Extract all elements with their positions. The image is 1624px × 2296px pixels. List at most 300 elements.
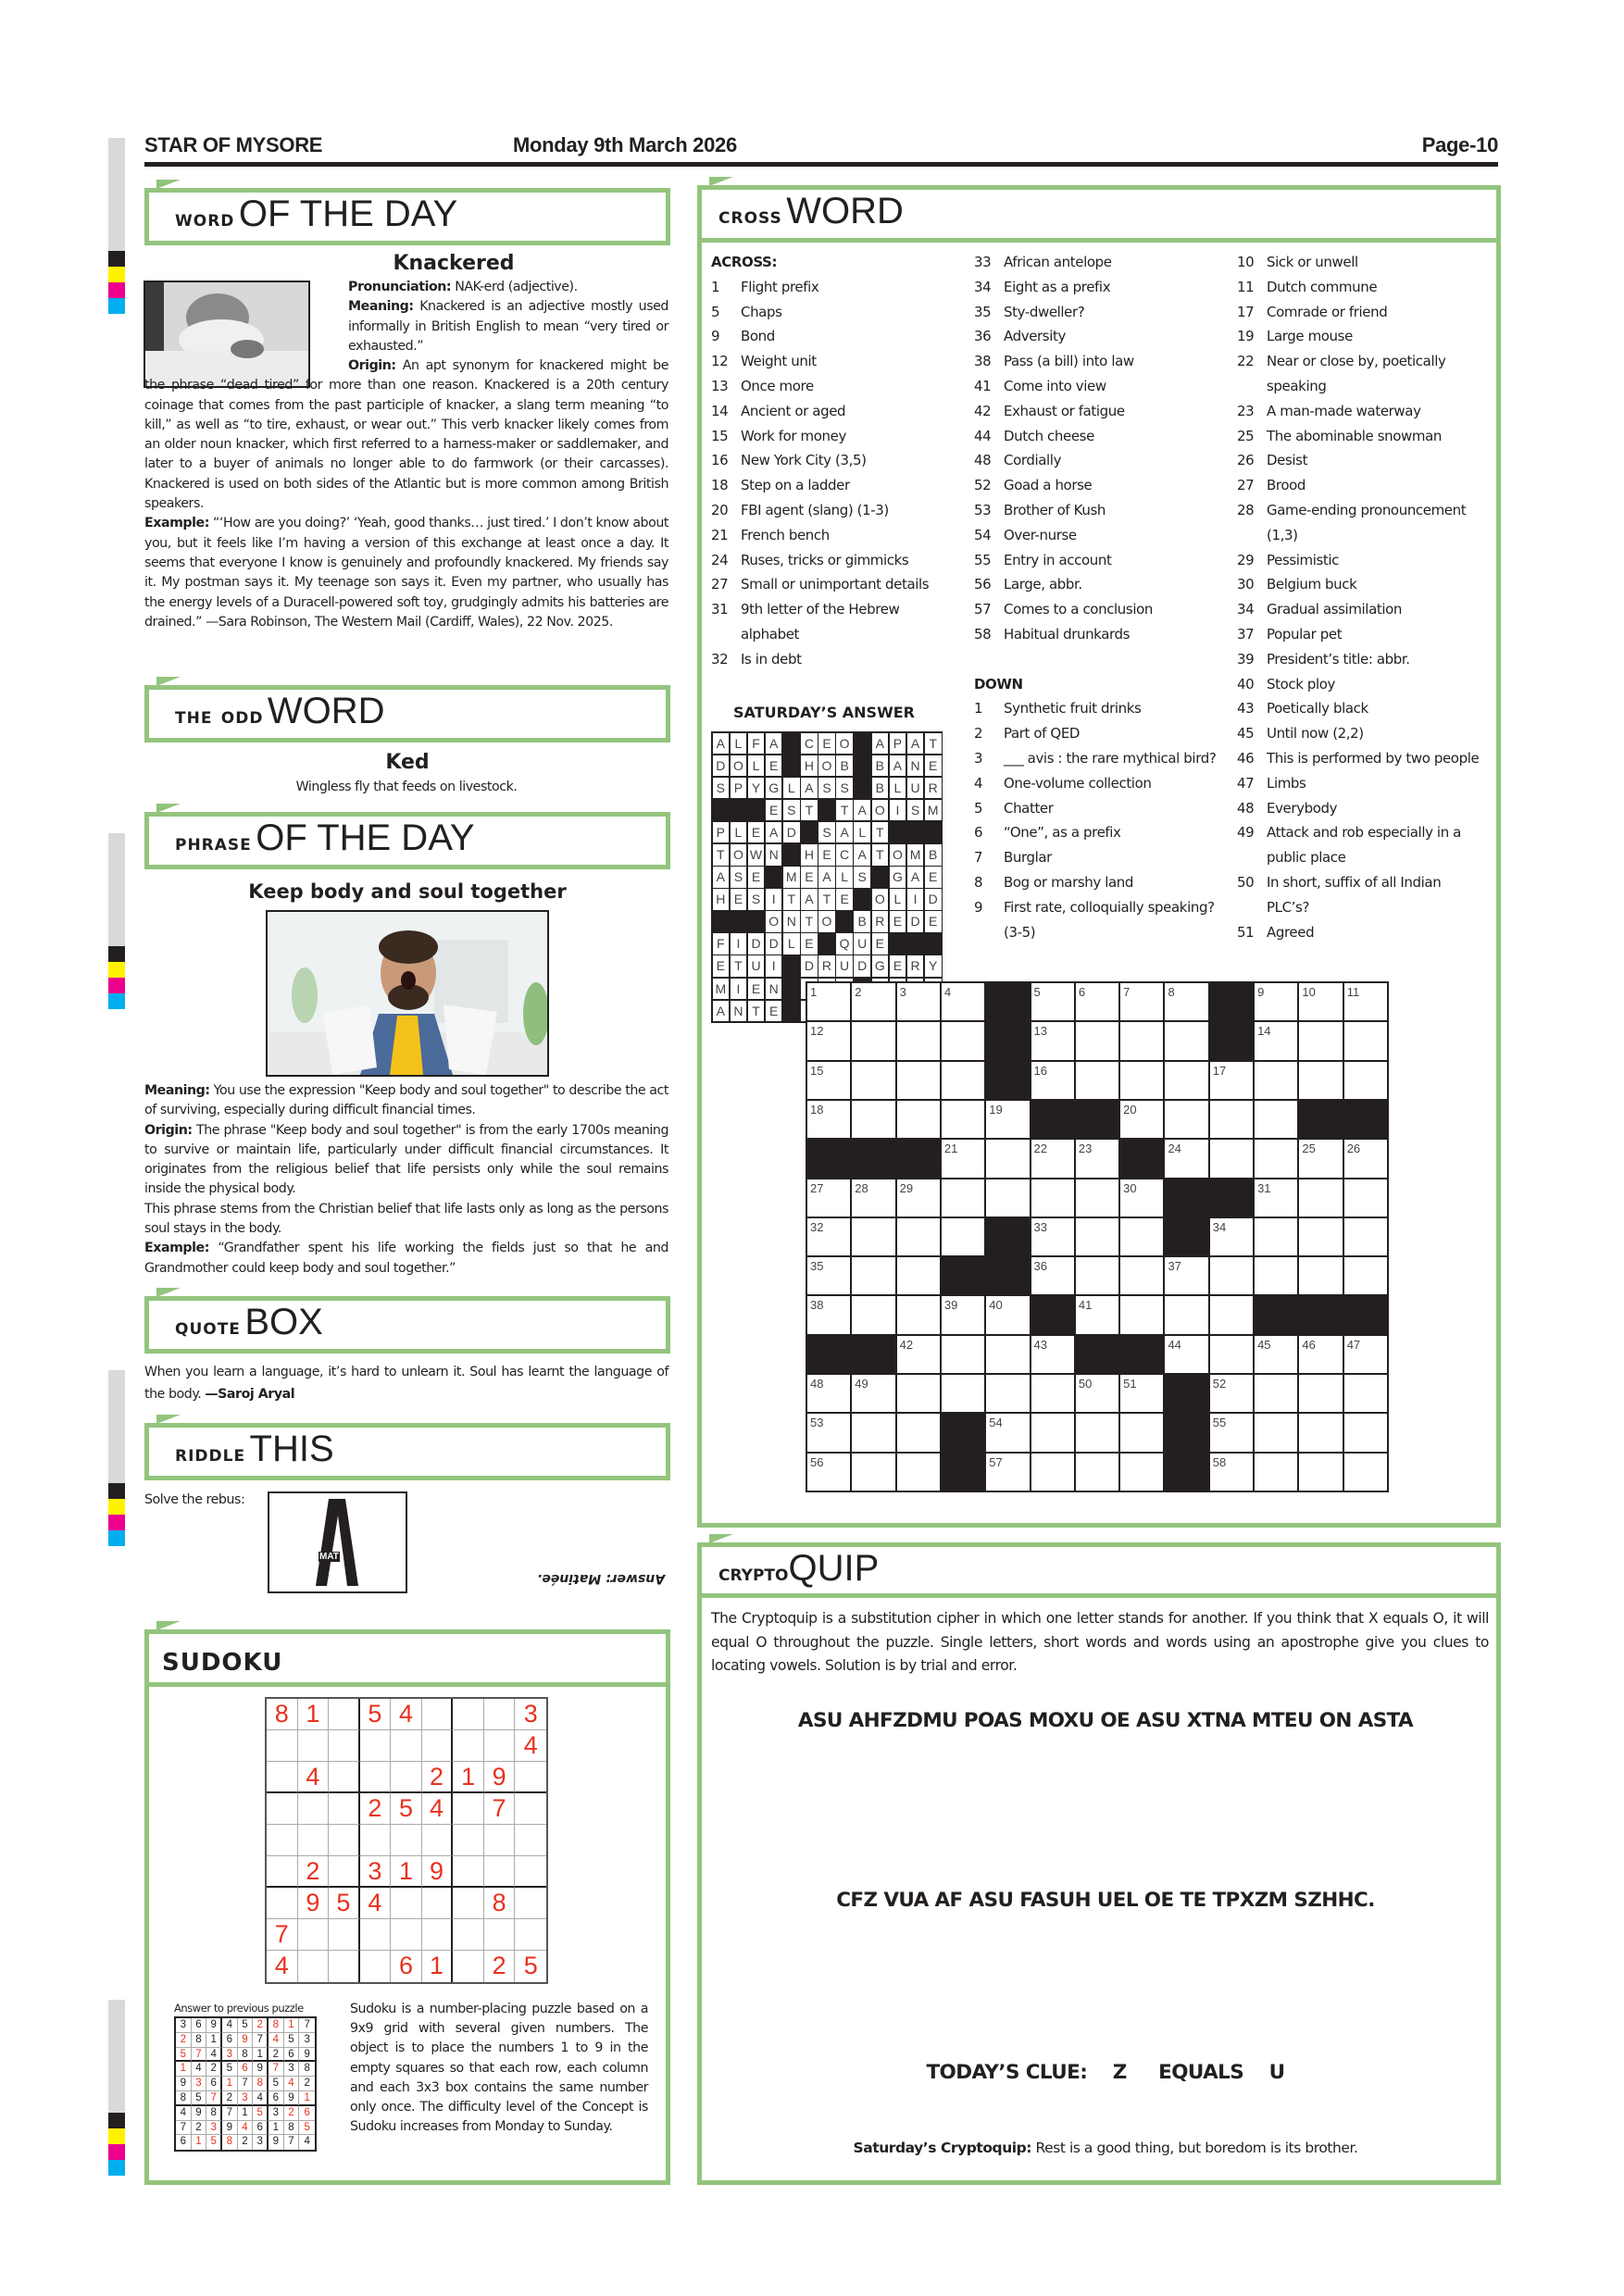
section-title-bold: quote xyxy=(175,1314,241,1340)
clue-text: Synthetic fruit drinks xyxy=(1004,700,1142,718)
crossword-cell[interactable] xyxy=(1299,1140,1342,1177)
crossword-block xyxy=(1165,1454,1207,1491)
sudoku-cell[interactable] xyxy=(329,1951,360,1982)
crossword-cell[interactable] xyxy=(1255,1062,1297,1099)
sudoku-cell[interactable] xyxy=(267,1888,298,1919)
sudoku-cell[interactable] xyxy=(267,1825,298,1856)
crossword-cell[interactable] xyxy=(1076,1140,1118,1177)
crossword-cell[interactable] xyxy=(1120,1296,1163,1333)
crossword-cell[interactable] xyxy=(1344,1257,1387,1294)
sudoku-cell[interactable] xyxy=(422,1699,454,1730)
sudoku-cell[interactable] xyxy=(391,1730,422,1762)
crossword-cell[interactable] xyxy=(897,1218,940,1255)
crossword-cell[interactable] xyxy=(1076,1454,1118,1491)
crossword-cell[interactable] xyxy=(1210,1336,1253,1373)
cell-number: 47 xyxy=(1346,1337,1361,1352)
sudoku-cell: 9 xyxy=(253,2062,269,2077)
crossword-cell[interactable] xyxy=(986,1179,1029,1217)
registration-mark xyxy=(108,833,125,1009)
crossword-cell[interactable] xyxy=(897,1179,940,1217)
crossword-cell[interactable] xyxy=(1076,1218,1118,1255)
sudoku-cell[interactable] xyxy=(329,1825,360,1856)
sudoku-cell[interactable] xyxy=(515,1888,546,1919)
sudoku-cell: 1 xyxy=(284,2018,300,2033)
crossword-cell[interactable] xyxy=(1210,1101,1253,1138)
crossword-cell[interactable] xyxy=(1344,1218,1387,1255)
clue-number: 41 xyxy=(974,377,992,394)
header-flag-icon xyxy=(709,177,733,186)
meaning-text: Knackered is an adjective mostly used informally in British English to mean “very tired or exhausted.” xyxy=(348,299,668,354)
crossword-cell[interactable] xyxy=(1076,1296,1118,1333)
sudoku-cell[interactable] xyxy=(453,1699,484,1730)
sudoku-cell[interactable] xyxy=(391,1825,422,1856)
crossword-cell[interactable] xyxy=(852,1375,894,1412)
crossword-cell[interactable] xyxy=(1165,1257,1207,1294)
cell-number: 6 xyxy=(1078,985,1086,999)
phrase-origin-text: The phrase "Keep body and soul together" is from the early 1700s meaning to survive or maintain life, particularly under difficult financial circumstances. It originates from the religious belief that life persists only while the soul remains inside the physical body. xyxy=(144,1122,668,1197)
cell-number: 30 xyxy=(1123,1180,1137,1195)
clue-text: The abominable snowman xyxy=(1267,427,1442,444)
crossword-cell[interactable] xyxy=(852,1454,894,1491)
answer-cell: M xyxy=(713,979,730,1000)
crossword-cell[interactable] xyxy=(942,1022,984,1059)
crossword-cell[interactable] xyxy=(1076,1179,1118,1217)
sudoku-grid[interactable] xyxy=(265,1697,548,1984)
sudoku-cell[interactable] xyxy=(453,1919,484,1951)
sudoku-cell[interactable] xyxy=(422,1730,454,1762)
crossword-cell[interactable] xyxy=(807,1414,850,1451)
crossword-cell[interactable] xyxy=(1076,1375,1118,1412)
crossword-grid[interactable] xyxy=(806,981,1389,1492)
crossword-cell[interactable] xyxy=(897,1062,940,1099)
crossword-cell[interactable] xyxy=(852,1414,894,1451)
sudoku-cell[interactable] xyxy=(329,1793,360,1825)
crossword-cell[interactable] xyxy=(1076,1022,1118,1059)
sudoku-cell[interactable] xyxy=(515,1793,546,1825)
clue-text: Pass (a bill) into law xyxy=(1004,353,1134,370)
answer-cell: I xyxy=(766,955,782,977)
crossword-cell[interactable] xyxy=(1299,1257,1342,1294)
crossword-cell[interactable] xyxy=(1031,1179,1074,1217)
crossword-cell[interactable] xyxy=(897,1257,940,1294)
sudoku-cell[interactable] xyxy=(453,1730,484,1762)
crossword-cell[interactable] xyxy=(807,1296,850,1333)
clue-text: 9th letter of the Hebrew alphabet xyxy=(741,601,900,643)
crossword-cell[interactable] xyxy=(1255,1218,1297,1255)
crossword-cell[interactable] xyxy=(1299,983,1342,1020)
sudoku-cell: 9 xyxy=(298,1888,330,1919)
cell-number: 33 xyxy=(1033,1219,1047,1234)
crossword-cell[interactable] xyxy=(1120,1101,1163,1138)
crossword-cell[interactable] xyxy=(942,1101,984,1138)
sudoku-cell[interactable] xyxy=(484,1919,516,1951)
crossword-cell[interactable] xyxy=(1255,1414,1297,1451)
crossword-block xyxy=(1344,1101,1387,1138)
crossword-cell[interactable] xyxy=(1165,1336,1207,1373)
sudoku-cell[interactable] xyxy=(329,1699,360,1730)
sudoku-cell[interactable] xyxy=(391,1888,422,1919)
answer-cell: D xyxy=(783,822,800,843)
odd-word-definition: Wingless fly that feeds on livestock. xyxy=(295,780,518,794)
across-clue xyxy=(974,275,1224,300)
sudoku-cell: 4 xyxy=(515,1730,546,1762)
crossword-cell[interactable] xyxy=(807,1454,850,1491)
crossword-cell[interactable] xyxy=(807,1062,850,1099)
sudoku-cell: 7 xyxy=(269,2062,284,2077)
section-title-thin: THIS xyxy=(249,1429,334,1469)
answer-cell: O xyxy=(766,911,782,932)
crossword-cell[interactable] xyxy=(986,1375,1029,1412)
sudoku-cell: 1 xyxy=(176,2062,192,2077)
phrase-example-label: Example: xyxy=(144,1241,209,1256)
crossword-cell[interactable] xyxy=(1344,1454,1387,1491)
crossword-cell[interactable] xyxy=(1210,1257,1253,1294)
clue-text: Step on a ladder xyxy=(741,477,850,494)
crossword-cell[interactable] xyxy=(1076,983,1118,1020)
sudoku-cell[interactable] xyxy=(515,1762,546,1793)
answer-cell: S xyxy=(713,778,730,799)
down-clue xyxy=(1237,622,1487,647)
answer-cell: T xyxy=(748,1001,765,1022)
crossword-cell[interactable] xyxy=(1210,1218,1253,1255)
sudoku-cell[interactable] xyxy=(298,1951,330,1982)
cryptoquip-line-1: ASU AHFZDMU POAS MOXU OE ASU XTNA MTEU ON ASTA xyxy=(797,1709,1414,1732)
answer-cell: A xyxy=(854,800,870,821)
clue-number: 39 xyxy=(1237,650,1255,668)
cell-number: 39 xyxy=(943,1298,958,1313)
crossword-block xyxy=(1120,1336,1163,1373)
crossword-cell[interactable] xyxy=(1165,1296,1207,1333)
clue-text: Cordially xyxy=(1004,452,1062,469)
crossword-cell[interactable] xyxy=(1210,1454,1253,1491)
answer-cell: H xyxy=(801,755,818,777)
crossword-cell[interactable] xyxy=(807,983,850,1020)
crossword-cell[interactable] xyxy=(1344,1179,1387,1217)
sudoku-cell[interactable] xyxy=(267,1762,298,1793)
crossword-cell[interactable] xyxy=(1031,1022,1074,1059)
sudoku-cell[interactable] xyxy=(391,1762,422,1793)
sudoku-cell[interactable] xyxy=(267,1730,298,1762)
sudoku-cell[interactable] xyxy=(298,1825,330,1856)
sudoku-cell[interactable] xyxy=(453,1825,484,1856)
sudoku-cell[interactable] xyxy=(298,1730,330,1762)
crossword-cell[interactable] xyxy=(942,983,984,1020)
previous-answer-label: Answer to previous puzzle xyxy=(174,2002,304,2015)
down-clue xyxy=(974,746,1224,771)
crossword-cell[interactable] xyxy=(1255,1179,1297,1217)
sudoku-cell: 4 xyxy=(284,2077,300,2091)
crossword-cell[interactable] xyxy=(1255,1257,1297,1294)
clue-number: 34 xyxy=(1237,601,1255,618)
crossword-cell[interactable] xyxy=(852,1257,894,1294)
sudoku-cell: 5 xyxy=(360,1699,392,1730)
crossword-cell[interactable] xyxy=(1031,1375,1074,1412)
across-clue xyxy=(711,275,961,300)
sudoku-cell[interactable] xyxy=(360,1762,392,1793)
sudoku-cell[interactable] xyxy=(422,1888,454,1919)
crossword-cell[interactable] xyxy=(1165,1022,1207,1059)
cell-number: 37 xyxy=(1168,1259,1181,1274)
clue-number: 12 xyxy=(711,353,729,370)
sudoku-cell[interactable] xyxy=(484,1730,516,1762)
sudoku-cell[interactable] xyxy=(329,1730,360,1762)
crossword-cell[interactable] xyxy=(897,983,940,1020)
sudoku-cell: 6 xyxy=(253,2121,269,2136)
sudoku-cell: 1 xyxy=(222,2077,238,2091)
sudoku-cell: 3 xyxy=(253,2135,269,2150)
crossword-block xyxy=(1165,1375,1207,1412)
crossword-cell[interactable] xyxy=(1344,1022,1387,1059)
crossword-cell[interactable] xyxy=(942,1336,984,1373)
crossword-cell[interactable] xyxy=(1299,1062,1342,1099)
answer-cell: R xyxy=(818,955,835,977)
answer-cell: E xyxy=(731,889,747,910)
crossword-cell[interactable] xyxy=(897,1336,940,1373)
down-clue xyxy=(974,870,1224,895)
cell-number: 18 xyxy=(810,1102,824,1117)
word-origin-example xyxy=(144,356,668,632)
crossword-cell[interactable] xyxy=(897,1296,940,1333)
sudoku-cell[interactable] xyxy=(329,1856,360,1888)
crossword-cell[interactable] xyxy=(1031,1414,1074,1451)
answer-block xyxy=(872,867,889,888)
section-title xyxy=(175,691,385,732)
answer-block xyxy=(818,800,835,821)
crossword-cell[interactable] xyxy=(1120,1375,1163,1412)
sudoku-cell[interactable] xyxy=(515,1919,546,1951)
crossword-cell[interactable] xyxy=(1210,1062,1253,1099)
sudoku-cell[interactable] xyxy=(515,1825,546,1856)
answer-cell: F xyxy=(748,733,765,755)
sudoku-cell[interactable] xyxy=(360,1919,392,1951)
sudoku-cell[interactable] xyxy=(360,1825,392,1856)
crossword-cell[interactable] xyxy=(1076,1414,1118,1451)
crossword-cell[interactable] xyxy=(1299,1179,1342,1217)
clue-text: Everybody xyxy=(1267,799,1338,817)
sudoku-cell: 6 xyxy=(192,2018,207,2033)
crossword-cell[interactable] xyxy=(1255,1101,1297,1138)
down-clue xyxy=(1237,548,1487,573)
crossword-cell[interactable] xyxy=(1210,1140,1253,1177)
crossword-cell[interactable] xyxy=(1031,983,1074,1020)
crossword-cell[interactable] xyxy=(1255,1454,1297,1491)
sudoku-cell[interactable] xyxy=(360,1951,392,1982)
crossword-cell[interactable] xyxy=(1210,1414,1253,1451)
crossword-cell[interactable] xyxy=(807,1218,850,1255)
sudoku-cell[interactable] xyxy=(422,1919,454,1951)
sudoku-cell: 1 xyxy=(206,2033,222,2048)
crossword-cell[interactable] xyxy=(897,1101,940,1138)
crossword-cell[interactable] xyxy=(1165,1062,1207,1099)
crossword-cell[interactable] xyxy=(852,1062,894,1099)
crossword-cell[interactable] xyxy=(1120,1022,1163,1059)
cell-number: 42 xyxy=(899,1337,914,1352)
sudoku-cell: 9 xyxy=(422,1856,454,1888)
answer-cell: N xyxy=(766,979,782,1000)
sudoku-cell: 4 xyxy=(192,2062,207,2077)
sudoku-cell: 7 xyxy=(238,2077,254,2091)
crossword-cell[interactable] xyxy=(1031,1062,1074,1099)
answer-cell: A xyxy=(713,867,730,888)
crossword-cell[interactable] xyxy=(1165,1101,1207,1138)
crossword-cell[interactable] xyxy=(852,1218,894,1255)
crossword-cell[interactable] xyxy=(852,1296,894,1333)
cell-number: 2 xyxy=(855,985,862,999)
sudoku-cell[interactable] xyxy=(298,1919,330,1951)
clue-number: 42 xyxy=(974,402,992,419)
sudoku-cell[interactable] xyxy=(453,1856,484,1888)
crossword-cell[interactable] xyxy=(1031,1140,1074,1177)
crossword-cell[interactable] xyxy=(897,1375,940,1412)
across-clue xyxy=(711,647,961,672)
crossword-cell[interactable] xyxy=(897,1414,940,1451)
crossword-cell[interactable] xyxy=(1255,1140,1297,1177)
sudoku-cell: 3 xyxy=(269,2106,284,2121)
crossword-cell[interactable] xyxy=(1344,1375,1387,1412)
crossword-cell[interactable] xyxy=(986,1454,1029,1491)
cell-number: 35 xyxy=(810,1259,824,1274)
crossword-cell[interactable] xyxy=(986,1101,1029,1138)
crossword-cell[interactable] xyxy=(942,1375,984,1412)
sudoku-cell[interactable] xyxy=(267,1856,298,1888)
sudoku-cell[interactable] xyxy=(515,1856,546,1888)
crossword-cell[interactable] xyxy=(1076,1062,1118,1099)
sudoku-cell[interactable] xyxy=(422,1825,454,1856)
crossword-cell[interactable] xyxy=(942,1179,984,1217)
answer-cell: D xyxy=(748,933,765,955)
crossword-cell[interactable] xyxy=(942,1140,984,1177)
crossword-cell[interactable] xyxy=(1299,1454,1342,1491)
crossword-cell[interactable] xyxy=(1299,1336,1342,1373)
clue-text: Large mouse xyxy=(1267,328,1353,345)
sudoku-cell[interactable] xyxy=(453,1888,484,1919)
sudoku-cell[interactable] xyxy=(329,1762,360,1793)
sudoku-cell[interactable] xyxy=(267,1793,298,1825)
crossword-cell[interactable] xyxy=(942,1296,984,1333)
sudoku-cell[interactable] xyxy=(484,1856,516,1888)
crossword-cell[interactable] xyxy=(1255,1022,1297,1059)
crossword-cell[interactable] xyxy=(1031,1257,1074,1294)
answer-cell: P xyxy=(890,733,906,755)
crossword-cell[interactable] xyxy=(852,1179,894,1217)
sudoku-cell[interactable] xyxy=(484,1825,516,1856)
crossword-cell[interactable] xyxy=(1031,1454,1074,1491)
crossword-cell[interactable] xyxy=(1120,1179,1163,1217)
rebus-letter-a-icon xyxy=(269,1493,406,1591)
sudoku-cell[interactable] xyxy=(298,1793,330,1825)
clue-number: 46 xyxy=(1237,749,1255,767)
crossword-cell[interactable] xyxy=(1120,1257,1163,1294)
crossword-cell[interactable] xyxy=(1299,1022,1342,1059)
answer-cell: L xyxy=(854,822,870,843)
crossword-cell[interactable] xyxy=(807,1022,850,1059)
sudoku-cell[interactable] xyxy=(329,1919,360,1951)
crossword-cell[interactable] xyxy=(1031,1336,1074,1373)
cryptoquip-line-2: CFZ VUA AF ASU FASUH UEL OE TE TPXZM SZHHC. xyxy=(836,1889,1375,1912)
crossword-cell[interactable] xyxy=(986,1140,1029,1177)
sudoku-cell[interactable] xyxy=(484,1699,516,1730)
crossword-cell[interactable] xyxy=(986,1414,1029,1451)
sudoku-cell: 5 xyxy=(192,2091,207,2106)
sudoku-cell: 8 xyxy=(484,1888,516,1919)
crossword-cell[interactable] xyxy=(1344,983,1387,1020)
crossword-cell[interactable] xyxy=(1255,1375,1297,1412)
clue-text: New York City (3,5) xyxy=(741,452,867,469)
sudoku-cell: 9 xyxy=(206,2018,222,2033)
crossword-cell[interactable] xyxy=(942,1062,984,1099)
answer-cell: A xyxy=(854,844,870,866)
answer-cell: N xyxy=(731,1001,747,1022)
cell-number: 4 xyxy=(943,985,952,999)
crossword-cell[interactable] xyxy=(1120,1414,1163,1451)
sudoku-cell: 9 xyxy=(192,2106,207,2121)
clue-text: Desist xyxy=(1267,452,1308,469)
crossword-cell[interactable] xyxy=(986,1296,1029,1333)
sudoku-cell: 8 xyxy=(284,2121,300,2136)
crossword-cell[interactable] xyxy=(1210,1375,1253,1412)
crossword-cell[interactable] xyxy=(1255,1336,1297,1373)
crossword-cell[interactable] xyxy=(807,1375,850,1412)
sudoku-cell: 8 xyxy=(299,2062,315,2077)
crossword-cell[interactable] xyxy=(1344,1414,1387,1451)
clue-number: 54 xyxy=(974,526,992,543)
crossword-cell[interactable] xyxy=(807,1179,850,1217)
cell-number: 25 xyxy=(1302,1142,1316,1156)
sudoku-cell: 7 xyxy=(176,2121,192,2136)
crossword-cell[interactable] xyxy=(1120,1218,1163,1255)
crossword-block xyxy=(1165,1414,1207,1451)
crossword-cell[interactable] xyxy=(1165,983,1207,1020)
crossword-cell[interactable] xyxy=(1344,1140,1387,1177)
sudoku-cell[interactable] xyxy=(453,1793,484,1825)
sudoku-cell[interactable] xyxy=(391,1919,422,1951)
cell-number: 15 xyxy=(810,1063,824,1078)
crossword-cell[interactable] xyxy=(1344,1062,1387,1099)
crossword-cell[interactable] xyxy=(1120,983,1163,1020)
crossword-cell[interactable] xyxy=(1299,1414,1342,1451)
crossword-cell[interactable] xyxy=(986,1336,1029,1373)
answer-cell: S xyxy=(907,800,924,821)
crossword-cell[interactable] xyxy=(807,1101,850,1138)
crossword-cell[interactable] xyxy=(1255,983,1297,1020)
crossword-cell[interactable] xyxy=(1165,1140,1207,1177)
crossword-cell[interactable] xyxy=(1076,1257,1118,1294)
sudoku-cell: 8 xyxy=(206,2106,222,2121)
crossword-cell[interactable] xyxy=(1344,1336,1387,1373)
crossword-cell[interactable] xyxy=(1120,1454,1163,1491)
crossword-cell[interactable] xyxy=(1031,1218,1074,1255)
crossword-cell[interactable] xyxy=(1299,1375,1342,1412)
crossword-cell[interactable] xyxy=(942,1218,984,1255)
sudoku-cell[interactable] xyxy=(453,1951,484,1982)
phrase-extra-text: This phrase stems from the Christian belief that life lasts only as long as the persons soul stays in the body. xyxy=(144,1201,668,1237)
crossword-cell[interactable] xyxy=(852,1022,894,1059)
across-clue xyxy=(711,374,961,399)
crossword-cell[interactable] xyxy=(1299,1218,1342,1255)
crossword-cell[interactable] xyxy=(852,1101,894,1138)
down-clue xyxy=(1237,870,1487,920)
crossword-cell[interactable] xyxy=(1120,1062,1163,1099)
crossword-cell[interactable] xyxy=(897,1454,940,1491)
answer-cell: B xyxy=(872,778,889,799)
crossword-cell[interactable] xyxy=(1210,1296,1253,1333)
cell-number: 11 xyxy=(1346,985,1360,999)
crossword-cell[interactable] xyxy=(852,983,894,1020)
answer-cell: H xyxy=(713,889,730,910)
sudoku-cell[interactable] xyxy=(360,1730,392,1762)
crossword-cell[interactable] xyxy=(897,1022,940,1059)
crossword-cell[interactable] xyxy=(807,1257,850,1294)
